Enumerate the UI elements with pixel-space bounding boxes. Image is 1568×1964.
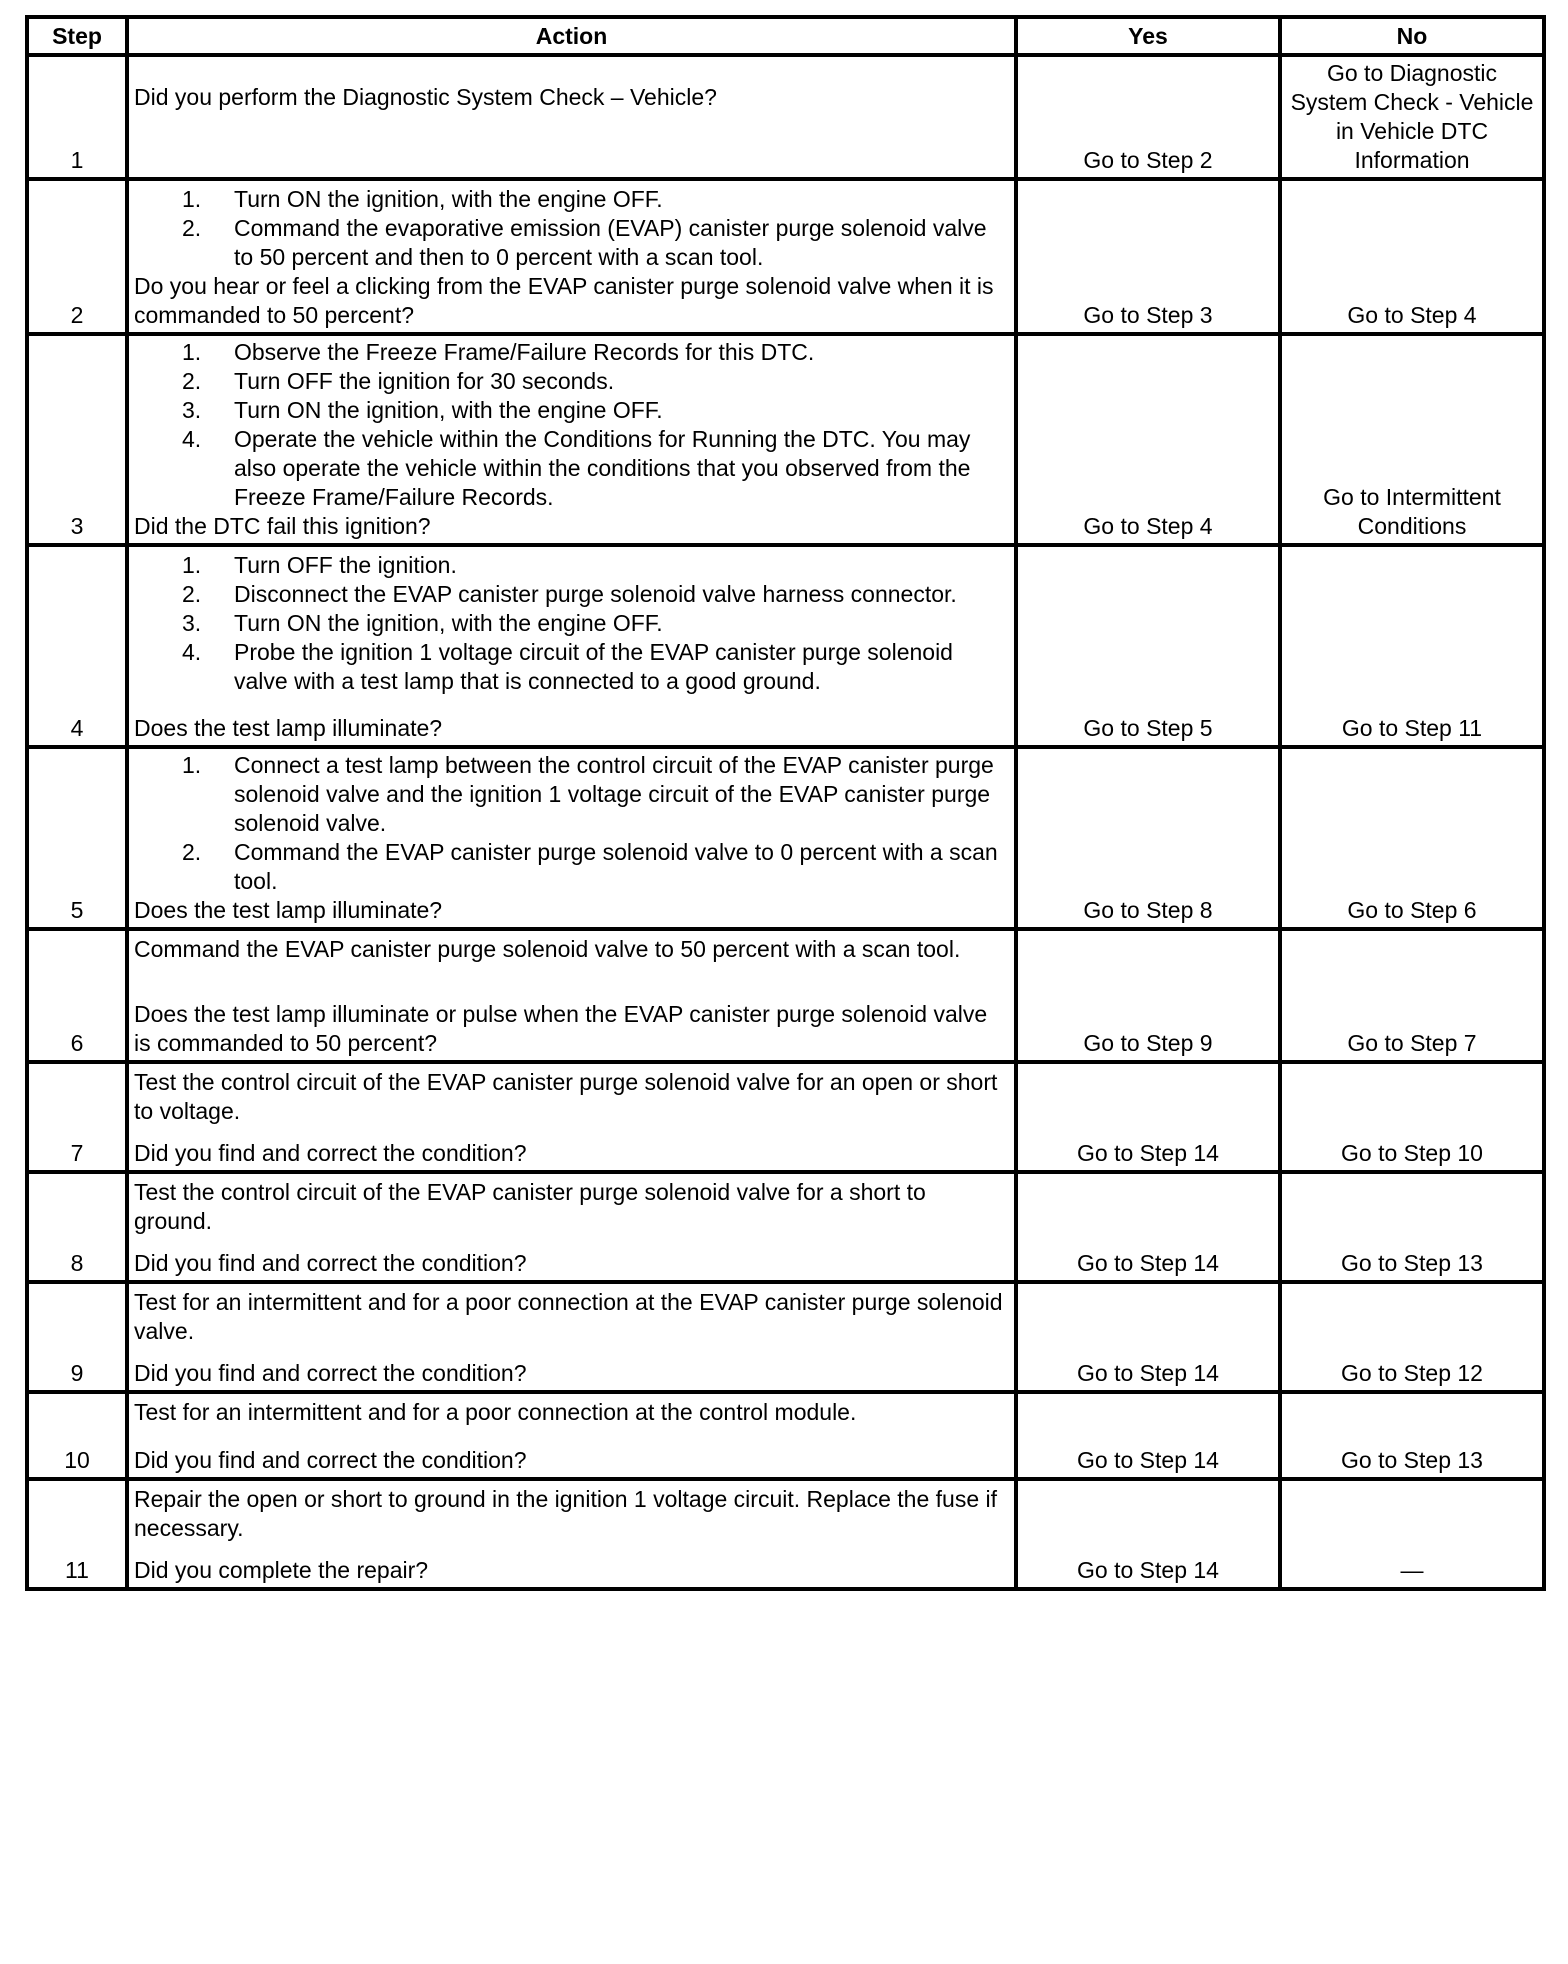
no-result: Go to Step 13 bbox=[1280, 1392, 1544, 1479]
table-row bbox=[27, 929, 1544, 1062]
list-item-text: Observe the Freeze Frame/Failure Records for this DTC. bbox=[234, 339, 815, 365]
list-item-number: 1. bbox=[182, 552, 202, 578]
list-item-text: Turn ON the ignition, with the engine OFF. bbox=[234, 610, 663, 636]
list-item-number: 1. bbox=[182, 339, 202, 365]
action-cell bbox=[127, 929, 1016, 1062]
step-number: 2 bbox=[27, 179, 127, 334]
list-item bbox=[134, 425, 1009, 512]
table-row bbox=[27, 179, 1544, 334]
action-question: Did you find and correct the condition? bbox=[134, 1250, 527, 1276]
diagnostic-table bbox=[25, 15, 1546, 1591]
action-question: Did you find and correct the condition? bbox=[134, 1447, 527, 1473]
list-item-text: Connect a test lamp between the control circuit of the EVAP canister purge solenoid valve and the ignition 1 voltage circuit of the EVAP canister purge solenoid valve. bbox=[234, 752, 994, 836]
list-item bbox=[134, 751, 1009, 838]
no-result: Go to Step 10 bbox=[1280, 1062, 1544, 1172]
action-instruction: Did you perform the Diagnostic System Check – Vehicle? bbox=[134, 84, 717, 110]
action-cell bbox=[127, 179, 1016, 334]
list-item-text: Command the EVAP canister purge solenoid valve to 0 percent with a scan tool. bbox=[234, 839, 998, 894]
step-number: 10 bbox=[27, 1392, 127, 1479]
yes-result: Go to Step 14 bbox=[1016, 1062, 1280, 1172]
list-item-text: Disconnect the EVAP canister purge solenoid valve harness connector. bbox=[234, 581, 957, 607]
action-cell bbox=[127, 1479, 1016, 1589]
action-question: Does the test lamp illuminate or pulse when the EVAP canister purge solenoid valve is commanded to 50 percent? bbox=[134, 1001, 988, 1056]
no-result: Go to Step 7 bbox=[1280, 929, 1544, 1062]
action-question: Did the DTC fail this ignition? bbox=[134, 513, 431, 539]
step-number: 5 bbox=[27, 747, 127, 929]
no-result: Go to Step 11 bbox=[1280, 545, 1544, 747]
yes-result: Go to Step 4 bbox=[1016, 334, 1280, 545]
action-cell bbox=[127, 1172, 1016, 1282]
table-row bbox=[27, 334, 1544, 545]
action-cell bbox=[127, 1392, 1016, 1479]
action-question: Does the test lamp illuminate? bbox=[134, 715, 443, 741]
yes-result: Go to Step 3 bbox=[1016, 179, 1280, 334]
yes-result: Go to Step 14 bbox=[1016, 1282, 1280, 1392]
action-question: Did you complete the repair? bbox=[134, 1557, 429, 1583]
step-number: 7 bbox=[27, 1062, 127, 1172]
yes-result: Go to Step 9 bbox=[1016, 929, 1280, 1062]
list-item bbox=[134, 638, 1009, 696]
header-no: No bbox=[1280, 17, 1544, 55]
action-step-list bbox=[134, 551, 1009, 696]
table-row bbox=[27, 55, 1544, 179]
header-row bbox=[27, 17, 1544, 55]
yes-result: Go to Step 14 bbox=[1016, 1392, 1280, 1479]
no-result: Go to Step 12 bbox=[1280, 1282, 1544, 1392]
list-item bbox=[134, 580, 1009, 609]
step-number: 8 bbox=[27, 1172, 127, 1282]
no-result: Go to Step 6 bbox=[1280, 747, 1544, 929]
action-instruction: Repair the open or short to ground in the ignition 1 voltage circuit. Replace the fuse if necessary. bbox=[134, 1486, 998, 1541]
action-question: Did you find and correct the condition? bbox=[134, 1360, 527, 1386]
list-item bbox=[134, 214, 1009, 272]
no-result: Go to Intermittent Conditions bbox=[1280, 334, 1544, 545]
table-body bbox=[27, 55, 1544, 1589]
list-item bbox=[134, 609, 1009, 638]
action-instruction: Test for an intermittent and for a poor connection at the control module. bbox=[134, 1399, 857, 1425]
list-item-text: Turn ON the ignition, with the engine OFF. bbox=[234, 186, 663, 212]
table-row bbox=[27, 545, 1544, 747]
table-row bbox=[27, 747, 1544, 929]
list-item bbox=[134, 551, 1009, 580]
action-cell bbox=[127, 1282, 1016, 1392]
step-number: 9 bbox=[27, 1282, 127, 1392]
yes-result: Go to Step 14 bbox=[1016, 1479, 1280, 1589]
action-cell bbox=[127, 55, 1016, 179]
action-question: Does the test lamp illuminate? bbox=[134, 897, 443, 923]
yes-result: Go to Step 14 bbox=[1016, 1172, 1280, 1282]
step-number: 3 bbox=[27, 334, 127, 545]
list-item-text: Command the evaporative emission (EVAP) canister purge solenoid valve to 50 percent and then to 0 percent with a scan tool. bbox=[234, 215, 987, 270]
list-item bbox=[134, 338, 1009, 367]
list-item-number: 3. bbox=[182, 397, 202, 423]
list-item bbox=[134, 185, 1009, 214]
list-item-number: 2. bbox=[182, 839, 202, 865]
action-instruction: Command the EVAP canister purge solenoid valve to 50 percent with a scan tool. bbox=[134, 936, 961, 962]
list-item bbox=[134, 396, 1009, 425]
list-item-number: 2. bbox=[182, 215, 202, 241]
list-item-number: 2. bbox=[182, 368, 202, 394]
list-item bbox=[134, 838, 1009, 896]
no-result: Go to Diagnostic System Check - Vehicle in Vehicle DTC Information bbox=[1280, 55, 1544, 179]
list-item-text: Operate the vehicle within the Conditions for Running the DTC. You may also operate the vehicle within the conditions that you observed from the Freeze Frame/Failure Records. bbox=[234, 426, 971, 510]
step-number: 4 bbox=[27, 545, 127, 747]
list-item-text: Turn ON the ignition, with the engine OFF. bbox=[234, 397, 663, 423]
list-item bbox=[134, 367, 1009, 396]
table-row bbox=[27, 1392, 1544, 1479]
table-row bbox=[27, 1062, 1544, 1172]
action-cell bbox=[127, 1062, 1016, 1172]
no-result: Go to Step 13 bbox=[1280, 1172, 1544, 1282]
list-item-number: 4. bbox=[182, 639, 202, 665]
list-item-text: Turn OFF the ignition for 30 seconds. bbox=[234, 368, 615, 394]
yes-result: Go to Step 2 bbox=[1016, 55, 1280, 179]
action-instruction: Test for an intermittent and for a poor connection at the EVAP canister purge solenoid valve. bbox=[134, 1289, 1003, 1344]
list-item-number: 2. bbox=[182, 581, 202, 607]
action-step-list bbox=[134, 338, 1009, 512]
yes-result: Go to Step 5 bbox=[1016, 545, 1280, 747]
no-result: Go to Step 4 bbox=[1280, 179, 1544, 334]
action-instruction: Test the control circuit of the EVAP canister purge solenoid valve for an open or short to voltage. bbox=[134, 1069, 998, 1124]
action-step-list bbox=[134, 185, 1009, 272]
list-item-number: 3. bbox=[182, 610, 202, 636]
action-cell bbox=[127, 334, 1016, 545]
list-item-number: 1. bbox=[182, 752, 202, 778]
step-number: 6 bbox=[27, 929, 127, 1062]
list-item-number: 4. bbox=[182, 426, 202, 452]
header-yes: Yes bbox=[1016, 17, 1280, 55]
no-result: — bbox=[1280, 1479, 1544, 1589]
table-row bbox=[27, 1479, 1544, 1589]
action-question: Did you find and correct the condition? bbox=[134, 1140, 527, 1166]
action-instruction: Test the control circuit of the EVAP canister purge solenoid valve for a short to ground. bbox=[134, 1179, 926, 1234]
step-number: 1 bbox=[27, 55, 127, 179]
list-item-text: Probe the ignition 1 voltage circuit of the EVAP canister purge solenoid valve with a test lamp that is connected to a good ground. bbox=[234, 639, 953, 694]
action-step-list bbox=[134, 751, 1009, 896]
table-row bbox=[27, 1172, 1544, 1282]
action-question: Do you hear or feel a clicking from the EVAP canister purge solenoid valve when it is commanded to 50 percent? bbox=[134, 273, 994, 328]
yes-result: Go to Step 8 bbox=[1016, 747, 1280, 929]
header-action: Action bbox=[127, 17, 1016, 55]
action-cell bbox=[127, 545, 1016, 747]
header-step: Step bbox=[27, 17, 127, 55]
step-number: 11 bbox=[27, 1479, 127, 1589]
table-row bbox=[27, 1282, 1544, 1392]
action-cell bbox=[127, 747, 1016, 929]
list-item-number: 1. bbox=[182, 186, 202, 212]
list-item-text: Turn OFF the ignition. bbox=[234, 552, 457, 578]
